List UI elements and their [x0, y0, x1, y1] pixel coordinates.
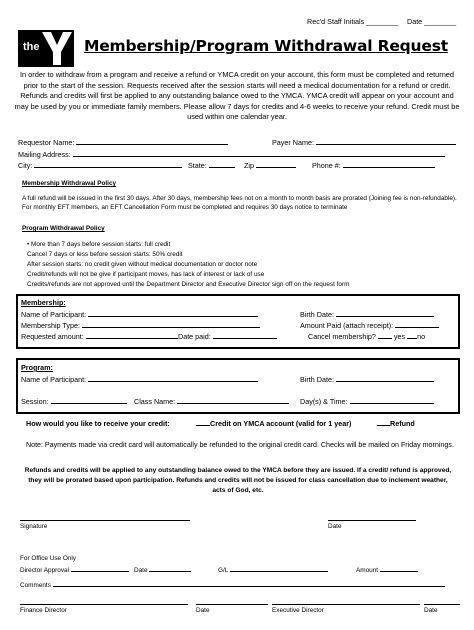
cancel-no-blank[interactable] — [407, 332, 417, 339]
cancel-membership-field — [308, 332, 425, 341]
signature-date-input[interactable] — [328, 513, 416, 521]
executive-date-input[interactable] — [424, 597, 460, 605]
amount-paid-input[interactable] — [395, 321, 439, 328]
program-heading: Program: — [21, 363, 53, 372]
phone-field[interactable] — [312, 161, 435, 170]
signature-label: Signature — [20, 523, 48, 530]
ymca-logo — [18, 30, 74, 67]
class-name-field[interactable] — [134, 397, 289, 406]
date-paid-label: Date paid: — [178, 332, 211, 341]
amount-paid-label: Amount Paid (attach receipt): — [300, 321, 394, 330]
mailing-address-field[interactable] — [18, 150, 445, 159]
program-birth-date-label: Birth Date: — [300, 375, 334, 384]
office-date-input[interactable] — [149, 565, 191, 572]
class-name-label: Class Name: — [134, 397, 176, 406]
requested-amount-input[interactable] — [86, 332, 178, 339]
program-participant-label: Name of Participant: — [21, 375, 87, 384]
program-policy-heading: Program Withdrawal Policy — [22, 225, 105, 232]
membership-participant-field[interactable] — [21, 310, 258, 319]
date-paid-field[interactable] — [178, 332, 277, 341]
program-policy-item: After session starts: no credit given without medical documentation or doctor note — [27, 261, 258, 268]
header-date-label: Date ________ — [407, 17, 457, 26]
executive-date-label: Date — [424, 607, 438, 614]
session-field[interactable] — [21, 397, 127, 406]
director-approval-label: Director Approval — [20, 567, 70, 574]
amount-field[interactable] — [356, 565, 418, 574]
amount-paid-field[interactable] — [300, 321, 439, 330]
city-label: City: — [18, 161, 33, 170]
option-refund-blank[interactable] — [377, 419, 390, 426]
program-participant-input[interactable] — [88, 375, 258, 382]
requested-amount-label: Requested amount: — [21, 332, 84, 341]
session-label: Session: — [21, 397, 49, 406]
program-policy-item: • More than 7 days before session starts: full credit — [27, 241, 171, 248]
state-field[interactable] — [188, 161, 235, 170]
city-input[interactable] — [34, 161, 182, 168]
signature-date-label: Date — [328, 523, 342, 530]
refund-notice: Refunds and credits will be applied to any outstanding balance owed to the YMCA before they are issued. If a credit/ refund is approved, they will be prorated based upon participation. Refunds and credits will not be issued for class cancellation due to inclement weather, acts of God, etc. — [24, 467, 452, 495]
note-text: Note: Payments made via credit card will automatically be refunded to the original credit card. Checks will be mailed on Friday mornings. — [26, 441, 454, 449]
session-input[interactable] — [51, 397, 127, 404]
gl-label: G/L — [218, 567, 229, 574]
payer-name-field[interactable] — [272, 138, 456, 147]
membership-policy-heading: Membership Withdrawal Policy — [22, 180, 117, 187]
program-birth-date-input[interactable] — [336, 375, 434, 382]
state-label: State: — [188, 161, 207, 170]
state-input[interactable] — [209, 161, 235, 168]
office-date-field[interactable] — [134, 565, 191, 574]
program-policy-item: Credit/refunds will not be give if participant moves, has lack of interest or lack of use — [27, 271, 265, 278]
membership-heading: Membership: — [21, 298, 66, 307]
comments-field[interactable] — [20, 580, 445, 589]
office-date-label: Date — [134, 567, 148, 574]
program-policy-item: Credits/refunds are not approved until the Department Director and Executive Director sign off on the request form — [27, 281, 350, 288]
membership-participant-input[interactable] — [88, 310, 258, 317]
requested-amount-field[interactable] — [21, 332, 178, 341]
payer-name-label: Payer Name: — [272, 138, 314, 147]
finance-date-label: Date — [196, 607, 210, 614]
office-use-heading: For Office Use Only — [20, 555, 76, 562]
director-approval-input[interactable] — [71, 565, 129, 572]
payer-name-input[interactable] — [316, 138, 456, 145]
day-time-input[interactable] — [350, 397, 434, 404]
option-credit-blank[interactable] — [196, 419, 210, 426]
intro-paragraph: In order to withdraw from a program and receive a refund or YMCA credit on your account, this form must be completed and returned prior to the start of the session. Requests received after the session starts will need a medical documentation for a refund or credit. Refunds and credits will first be applied to any outstanding balance owed to the YMCA. YMCA credit will appear on your account and may be used by you or immediate family members. Please allow 7 days for credits and 4-6 weeks to receive your refund. Credit must be used within one calendar year. — [14, 70, 460, 122]
finance-date-input[interactable] — [196, 597, 268, 605]
option-credit-label: Credit on YMCA account (valid for 1 year) — [210, 419, 352, 428]
logo-text: the — [23, 41, 40, 53]
zip-label: Zip — [244, 161, 254, 170]
program-birth-date-field[interactable] — [300, 375, 434, 384]
membership-type-label: Membership Type: — [21, 321, 80, 330]
membership-participant-label: Name of Participant: — [21, 310, 87, 319]
city-field[interactable] — [18, 161, 182, 170]
cancel-membership-label: Cancel membership? — [308, 332, 376, 341]
mailing-address-input[interactable] — [73, 150, 445, 157]
mailing-address-label: Mailing Address: — [18, 150, 71, 159]
membership-policy-text: A full refund will be issued in the first 30 days. After 30 days, membership fees not on a month to month basis are prorated (Joining fee is non-refundable). For monthly EFT members, an EFT Cancellation Form must be completed and requires 30 days notice to terminate — [22, 195, 457, 212]
phone-label: Phone #: — [312, 161, 341, 170]
finance-director-label: Finance Director — [20, 607, 67, 614]
receive-credit-question: How would you like to receive your credit: — [26, 419, 170, 428]
date-paid-input[interactable] — [213, 332, 277, 339]
gl-field[interactable] — [218, 565, 328, 574]
staff-initials-label: Rec'd Staff Initials ________ — [307, 17, 399, 26]
option-refund-label: Refund — [390, 419, 415, 428]
amount-input[interactable] — [380, 565, 418, 572]
zip-field[interactable] — [244, 161, 296, 170]
membership-birth-date-field[interactable] — [300, 310, 434, 319]
y-logo-icon — [18, 30, 74, 67]
page-title: Membership/Program Withdrawal Request — [84, 37, 448, 55]
amount-label: Amount — [356, 567, 379, 574]
membership-type-input[interactable] — [82, 321, 260, 328]
comments-input[interactable] — [53, 580, 445, 587]
comments-label: Comments — [20, 582, 51, 589]
program-policy-item: Cancel 7 days or less before session starts: 50% credit — [27, 251, 183, 258]
program-participant-field[interactable] — [21, 375, 258, 384]
day-time-label: Day(s) & Time: — [300, 397, 348, 406]
signature-input[interactable] — [20, 513, 190, 521]
requestor-name-field[interactable] — [18, 138, 228, 147]
director-approval-field[interactable] — [20, 565, 129, 574]
requestor-name-label: Requestor Name: — [18, 138, 75, 147]
phone-input[interactable] — [343, 161, 435, 168]
membership-birth-date-input[interactable] — [336, 310, 434, 317]
membership-type-field[interactable] — [21, 321, 260, 330]
gl-input[interactable] — [230, 565, 328, 572]
option-refund[interactable] — [377, 419, 415, 428]
day-time-field[interactable] — [300, 397, 434, 406]
cancel-yes-label: yes — [393, 332, 406, 341]
cancel-yes-blank[interactable] — [378, 332, 392, 339]
membership-birth-date-label: Birth Date: — [300, 310, 334, 319]
requestor-name-input[interactable] — [76, 138, 228, 145]
finance-director-input[interactable] — [20, 597, 188, 605]
class-name-input[interactable] — [177, 397, 289, 404]
zip-input[interactable] — [256, 161, 296, 168]
option-credit[interactable] — [196, 419, 351, 428]
executive-director-input[interactable] — [272, 597, 420, 605]
cancel-no-label: no — [417, 332, 426, 341]
executive-director-label: Executive Director — [272, 607, 324, 614]
